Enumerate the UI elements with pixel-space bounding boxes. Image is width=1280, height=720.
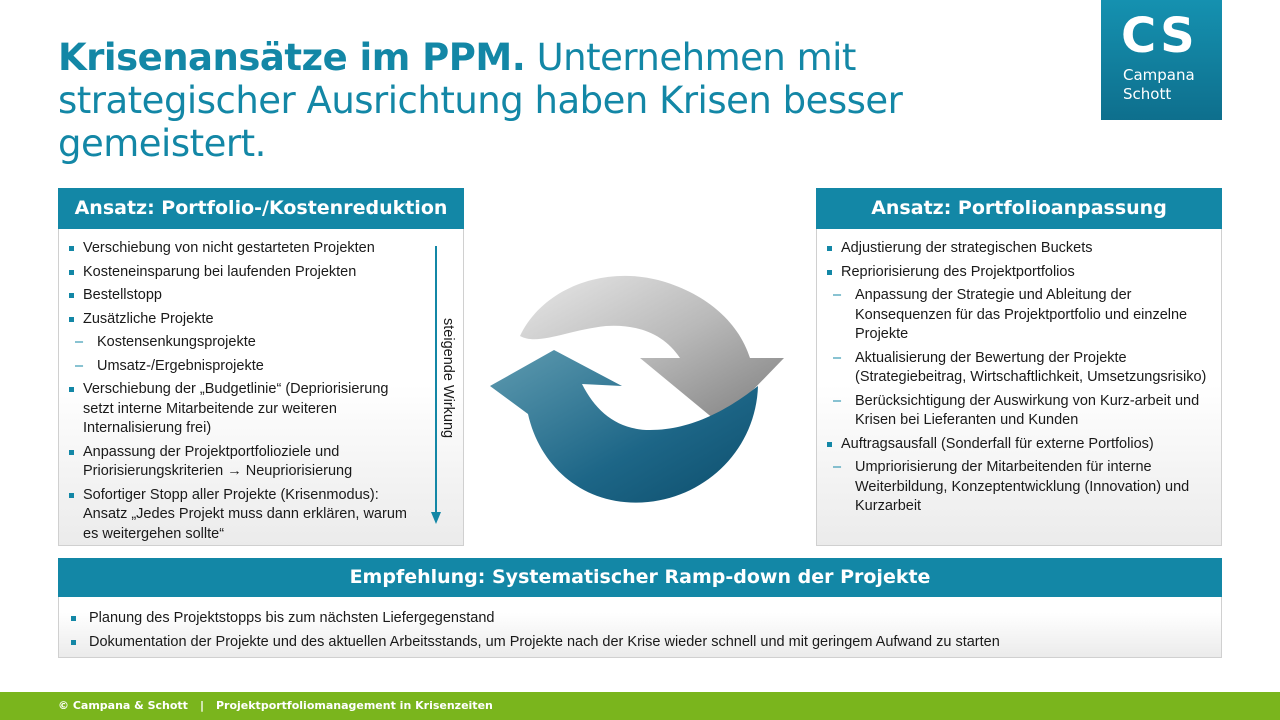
slide-title bbox=[58, 36, 1078, 165]
list-item: Zusätzliche Projekte bbox=[69, 310, 415, 330]
arrow-label: steigende Wirkung bbox=[440, 318, 456, 439]
list-item: Anpassung der Projektportfolioziele und Priorisierungskriterien → Neupriorisierung bbox=[69, 443, 415, 482]
list-subitem: – Umpriorisierung der Mitarbeitenden für interne Weiterbildung, Konzeptentwicklung (Innovation) und Kurzarbeit bbox=[827, 458, 1211, 517]
portfolio-adjustment-panel bbox=[816, 188, 1222, 546]
list-subitem: – Umsatz-/Ergebnisprojekte bbox=[69, 357, 415, 377]
list-item: Bestellstopp bbox=[69, 286, 415, 306]
panel-header: Ansatz: Portfolio-/Kostenreduktion bbox=[58, 188, 464, 229]
footer-separator: | bbox=[199, 699, 204, 712]
list-item: Repriorisierung des Projektportfolios bbox=[827, 263, 1211, 283]
title-rest: Unternehmen mit strategischer Ausrichtung haben Krisen besser gemeistert. bbox=[58, 36, 903, 165]
list-item: Auftragsausfall (Sonderfall für externe Portfolios) bbox=[827, 435, 1211, 455]
portfolio-reduction-panel bbox=[58, 188, 464, 546]
logo-name bbox=[1123, 66, 1195, 104]
panel-body bbox=[827, 239, 1211, 521]
list-subitem: – Anpassung der Strategie und Ableitung der Konsequenzen für das Projektportfolio und einzelne Projekte bbox=[827, 286, 1211, 345]
list-item: Kosteneinsparung bei laufenden Projekten bbox=[69, 263, 415, 283]
recommendation-panel bbox=[58, 558, 1222, 658]
title-bold: Krisenansätze im PPM. bbox=[58, 36, 526, 79]
campana-schott-logo bbox=[1101, 0, 1222, 120]
list-item: Planung des Projektstopps bis zum nächsten Liefergegenstand bbox=[71, 609, 1211, 629]
list-item: Sofortiger Stopp aller Projekte (Krisenmodus): Ansatz „Jedes Projekt muss dann erklären, warum es weitergehen sollte“ bbox=[69, 486, 415, 545]
panel-body bbox=[71, 609, 1211, 656]
cycle-arrows-icon bbox=[488, 258, 788, 518]
panel-body bbox=[69, 239, 415, 548]
footer bbox=[0, 692, 1280, 720]
list-subitem: – Aktualisierung der Bewertung der Projekte (Strategiebeitrag, Wirtschaftlichkeit, Umsetzungsrisiko) bbox=[827, 349, 1211, 388]
logo-letters: CS bbox=[1121, 8, 1198, 64]
list-item: Verschiebung von nicht gestarteten Projekten bbox=[69, 239, 415, 259]
logo-line2: Schott bbox=[1123, 85, 1172, 103]
list-item: Dokumentation der Projekte und des aktuellen Arbeitsstands, um Projekte nach der Krise wieder schnell und mit geringem Aufwand zu starten bbox=[71, 633, 1211, 653]
footer-copyright: © Campana & Schott bbox=[58, 699, 188, 712]
list-subitem: – Kostensenkungsprojekte bbox=[69, 333, 415, 353]
panel-header: Empfehlung: Systematischer Ramp-down der Projekte bbox=[58, 558, 1222, 597]
panel-header: Ansatz: Portfolioanpassung bbox=[816, 188, 1222, 229]
list-item: Verschiebung der „Budgetlinie“ (Depriorisierung setzt interne Mitarbeitende zur weiteren Internalisierung frei) bbox=[69, 380, 415, 439]
impact-label bbox=[440, 318, 460, 458]
logo-line1: Campana bbox=[1123, 66, 1195, 84]
list-item: Adjustierung der strategischen Buckets bbox=[827, 239, 1211, 259]
list-subitem: – Berücksichtigung der Auswirkung von Kurz-arbeit und Krisen bei Lieferanten und Kunden bbox=[827, 392, 1211, 431]
footer-topic: Projektportfoliomanagement in Krisenzeiten bbox=[215, 699, 493, 712]
